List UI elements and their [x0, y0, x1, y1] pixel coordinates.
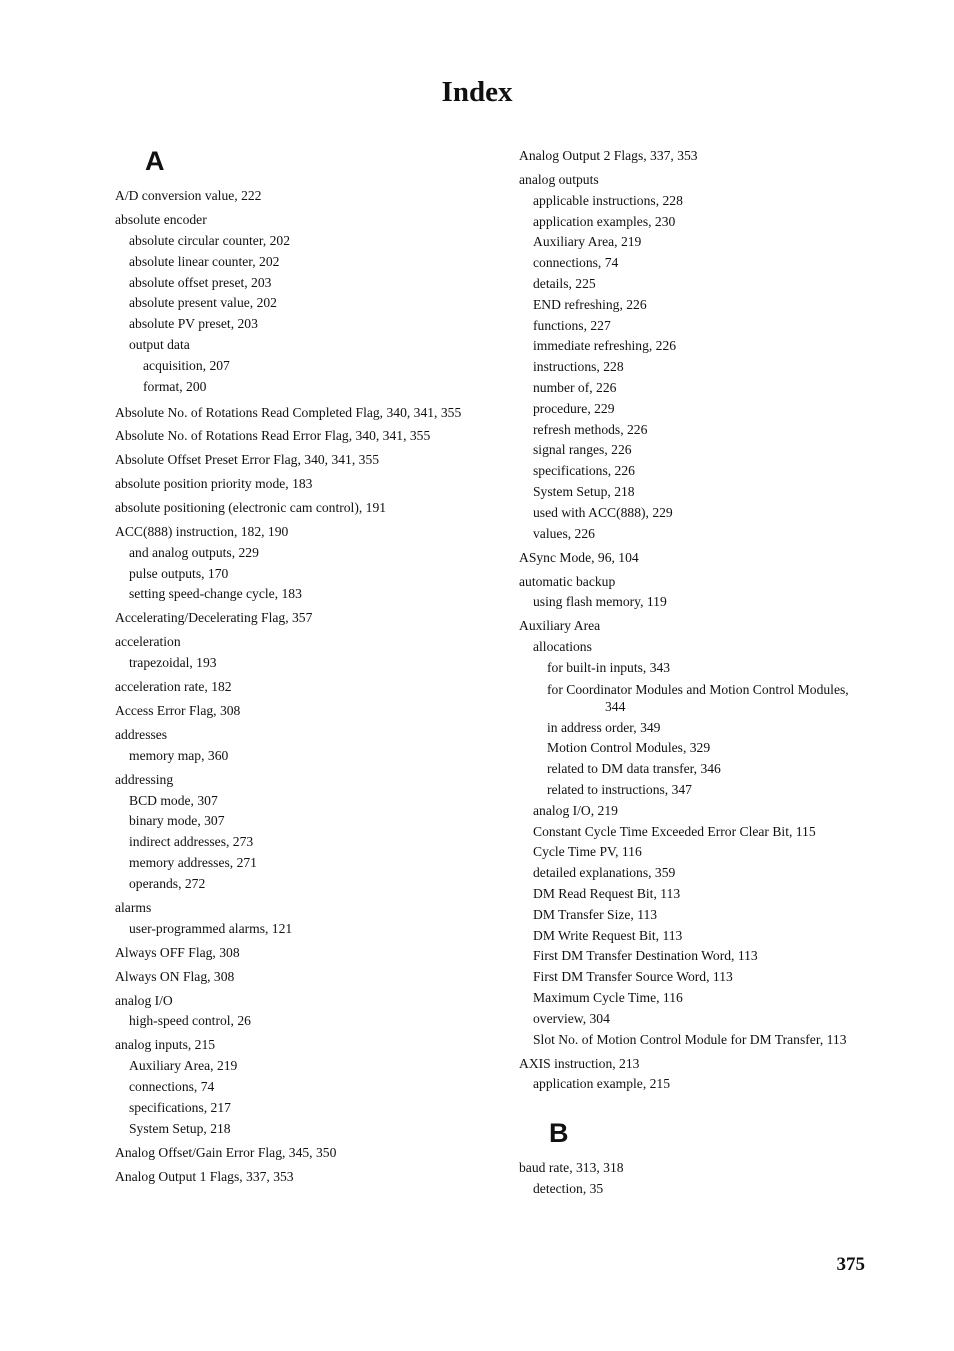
index-subentry: Slot No. of Motion Control Module for DM Transfer, 113: [533, 1031, 847, 1047]
index-subentry: Constant Cycle Time Exceeded Error Clear Bit, 115: [533, 823, 816, 839]
index-column-right: [519, 146, 879, 1200]
index-subentry: applicable instructions, 228: [533, 192, 683, 208]
index-entry: absolute encoder: [115, 212, 207, 228]
index-subentry: signal ranges, 226: [533, 442, 632, 458]
index-subsubentry: in address order, 349: [547, 719, 661, 735]
index-entry: A/D conversion value, 222: [115, 188, 262, 204]
index-entry: absolute position priority mode, 183: [115, 476, 313, 491]
index-entry: AXIS instruction, 213: [519, 1055, 640, 1071]
index-subsubentry: related to DM data transfer, 346: [547, 761, 721, 777]
index-entry: acceleration rate, 182: [115, 679, 232, 695]
index-subsubentry: related to instructions, 347: [547, 782, 692, 798]
index-subentry: Maximum Cycle Time, 116: [533, 990, 683, 1006]
index-subentry: procedure, 229: [533, 400, 615, 416]
index-entry: Analog Offset/Gain Error Flag, 345, 350: [115, 1144, 337, 1160]
index-subentry: BCD mode, 307: [129, 792, 218, 808]
index-subsubentry-continuation: 344: [605, 698, 626, 714]
index-entry: absolute positioning (electronic cam control), 191: [115, 499, 387, 515]
index-subentry: values, 226: [533, 525, 595, 541]
index-entry: Always ON Flag, 308: [115, 968, 235, 984]
index-subentry: memory addresses, 271: [129, 855, 257, 871]
index-entry: Analog Output 1 Flags, 337, 353: [115, 1168, 294, 1184]
index-subentry: details, 225: [533, 275, 596, 291]
index-subentry: END refreshing, 226: [533, 296, 647, 312]
section-letter-a: A: [145, 146, 165, 176]
index-subentry: absolute offset preset, 203: [129, 274, 272, 290]
index-entry: acceleration: [115, 634, 181, 650]
index-subentry: setting speed-change cycle, 183: [129, 586, 302, 602]
index-subentry: binary mode, 307: [129, 813, 225, 829]
index-subentry: Cycle Time PV, 116: [533, 844, 642, 860]
index-subentry: connections, 74: [129, 1078, 215, 1094]
index-subentry: connections, 74: [533, 255, 619, 271]
index-subentry: absolute circular counter, 202: [129, 232, 291, 248]
index-subentry: detailed explanations, 359: [533, 865, 676, 881]
index-subentry: specifications, 226: [533, 463, 635, 479]
index-subentry: application example, 215: [533, 1076, 671, 1092]
index-subentry: DM Write Request Bit, 113: [533, 927, 683, 943]
index-subentry: trapezoidal, 193: [129, 655, 217, 671]
index-entry: ASync Mode, 96, 104: [519, 549, 639, 565]
index-subentry: absolute present value, 202: [129, 295, 277, 311]
index-entry: analog I/O: [115, 992, 173, 1008]
index-subentry: operands, 272: [129, 875, 206, 891]
index-subentry: System Setup, 218: [533, 483, 635, 499]
index-subsubentry-text: for Coordinator Modules and Motion Control Modules,: [547, 681, 849, 697]
index-subentry: functions, 227: [533, 317, 611, 333]
index-subentry: refresh methods, 226: [533, 421, 648, 437]
index-subentry: absolute PV preset, 203: [129, 316, 258, 332]
index-subentry: System Setup, 218: [129, 1120, 231, 1136]
index-subentry: DM Read Request Bit, 113: [533, 886, 681, 902]
index-subsubentry: [519, 679, 879, 718]
index-subsubentry: Motion Control Modules, 329: [547, 740, 711, 756]
index-entry: Absolute No. of Rotations Read Error Flag, 340, 341, 355: [115, 428, 431, 444]
index-subentry: used with ACC(888), 229: [533, 504, 673, 520]
index-entry: addresses: [115, 727, 168, 743]
index-entry: Absolute No. of Rotations Read Completed Flag, 340, 341, 355: [115, 405, 462, 421]
index-subentry: using flash memory, 119: [533, 594, 667, 610]
index-subentry: specifications, 217: [129, 1099, 231, 1115]
index-subentry: First DM Transfer Source Word, 113: [533, 969, 733, 985]
index-subentry: absolute linear counter, 202: [129, 253, 280, 269]
index-subentry: detection, 35: [533, 1181, 604, 1197]
index-subentry: First DM Transfer Destination Word, 113: [533, 948, 758, 964]
index-entry: alarms: [115, 899, 152, 915]
index-entry: analog outputs: [519, 171, 599, 187]
index-subsubentry: format, 200: [143, 378, 207, 394]
index-subentry: instructions, 228: [533, 359, 624, 375]
index-subentry: number of, 226: [533, 379, 617, 395]
index-subentry: and analog outputs, 229: [129, 544, 259, 560]
index-subentry: Auxiliary Area, 219: [533, 234, 642, 250]
index-subentry: immediate refreshing, 226: [533, 338, 677, 354]
index-subentry: Auxiliary Area, 219: [129, 1058, 238, 1074]
index-entry: Accelerating/Decelerating Flag, 357: [115, 610, 313, 626]
index-subentry: overview, 304: [533, 1010, 610, 1026]
index-subentry: high-speed control, 26: [129, 1013, 251, 1029]
index-subentry: indirect addresses, 273: [129, 834, 254, 850]
index-entry: ACC(888) instruction, 182, 190: [115, 523, 289, 539]
index-subentry: memory map, 360: [129, 747, 229, 763]
index-entry: Auxiliary Area: [519, 618, 601, 634]
index-subentry: pulse outputs, 170: [129, 565, 229, 581]
index-subentry: analog I/O, 219: [533, 802, 618, 818]
index-entry: Access Error Flag, 308: [115, 703, 241, 719]
index-subentry: output data: [129, 336, 190, 352]
index-subentry: user-programmed alarms, 121: [129, 920, 293, 936]
index-entry: addressing: [115, 771, 174, 787]
section-letter-b: B: [549, 1118, 569, 1149]
page-title: Index: [441, 76, 513, 108]
index-entry: baud rate, 313, 318: [519, 1160, 624, 1176]
page-number: 375: [836, 1254, 865, 1275]
index-entry: Analog Output 2 Flags, 337, 353: [519, 148, 698, 163]
index-subentry: allocations: [533, 639, 592, 655]
index-subentry: DM Transfer Size, 113: [533, 906, 658, 922]
index-subsubentry: acquisition, 207: [143, 357, 230, 373]
index-entry: analog inputs, 215: [115, 1037, 216, 1053]
index-entry: Always OFF Flag, 308: [115, 944, 240, 960]
index-column-left: [115, 145, 475, 1187]
index-subsubentry: for built-in inputs, 343: [547, 659, 671, 675]
index-entry: automatic backup: [519, 573, 616, 589]
index-subentry: application examples, 230: [533, 213, 676, 229]
index-entry: Absolute Offset Preset Error Flag, 340, 341, 355: [115, 452, 380, 468]
